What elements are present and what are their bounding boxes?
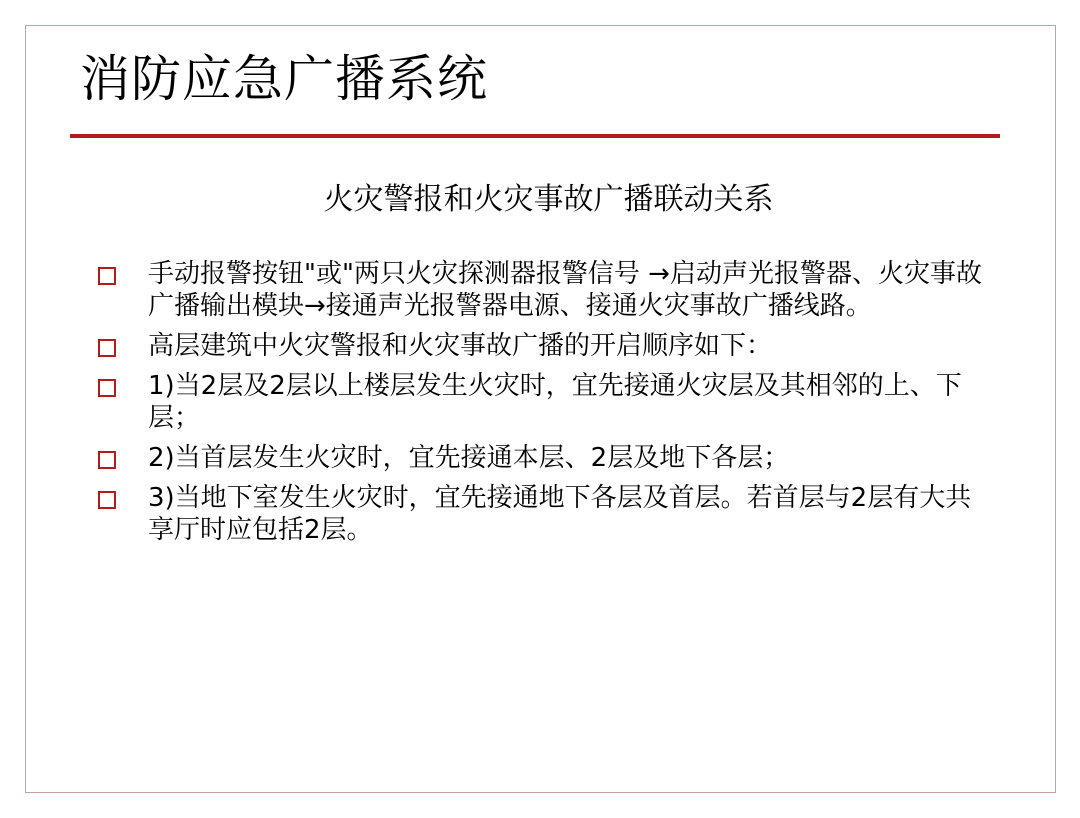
hollow-square-bullet-icon — [98, 451, 116, 469]
bullet-item — [95, 330, 995, 362]
bullet-list — [95, 258, 995, 554]
hollow-square-bullet-icon — [98, 267, 116, 285]
bullet-text: 高层建筑中火灾警报和火灾事故广播的开启顺序如下： — [148, 331, 773, 361]
bullet-item — [95, 258, 995, 322]
title-divider — [70, 134, 1000, 138]
bullet-item — [95, 370, 995, 434]
bullet-text: 手动报警按钮"或"两只火灾探测器报警信号 →启动声光报警器、火灾事故广播输出模块→接通声光报警器电源、接通火灾事故广播线路。 — [148, 259, 982, 321]
bullet-text: 1)当2层及2层以上楼层发生火灾时，宜先接通火灾层及其相邻的上、下层； — [148, 371, 962, 433]
bullet-item — [95, 442, 995, 474]
bullet-item — [95, 482, 995, 546]
bullet-text: 2)当首层发生火灾时，宜先接通本层、2层及地下各层； — [148, 443, 790, 473]
hollow-square-bullet-icon — [98, 379, 116, 397]
hollow-square-bullet-icon — [98, 339, 116, 357]
slide-title: 消防应急广播系统 — [80, 50, 488, 108]
hollow-square-bullet-icon — [98, 491, 116, 509]
slide-subtitle: 火灾警报和火灾事故广播联动关系 — [323, 182, 774, 217]
bullet-text: 3)当地下室发生火灾时，宜先接通地下各层及首层。若首层与2层有大共享厅时应包括2层。 — [148, 483, 972, 545]
